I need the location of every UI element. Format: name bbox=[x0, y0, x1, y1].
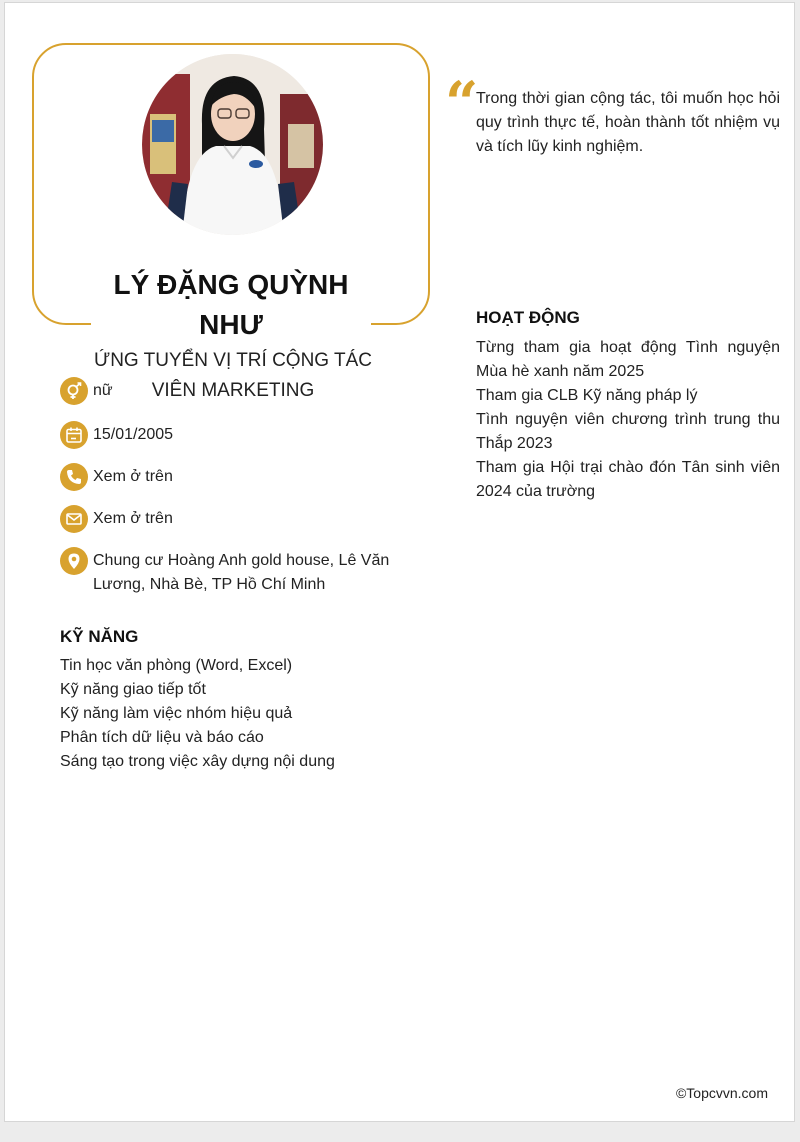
info-phone bbox=[60, 463, 173, 491]
list-item: Kỹ năng làm việc nhóm hiệu quả bbox=[60, 705, 293, 722]
list-item: Tin học văn phòng (Word, Excel) bbox=[60, 657, 293, 674]
birthday-text: 15/01/2005 bbox=[93, 426, 174, 443]
objective-text: Trong thời gian cộng tác, tôi muốn học hỏi quy trình thực tế, hoàn thành tốt nhiệm vụ và tích lũy kinh nghiệm. bbox=[476, 90, 780, 155]
list-item: Tham gia CLB Kỹ năng pháp lý bbox=[476, 387, 698, 404]
mail-icon bbox=[60, 505, 88, 533]
avatar-photo bbox=[142, 54, 323, 235]
list-item: Kỹ năng giao tiếp tốt bbox=[60, 681, 206, 698]
phone-icon bbox=[60, 463, 88, 491]
applied-position: ỨNG TUYỂN VỊ TRÍ CỘNG TÁC VIÊN MARKETING bbox=[93, 350, 373, 401]
list-item: Sáng tạo trong việc xây dựng nội dung bbox=[60, 753, 335, 770]
quote-icon: “ bbox=[445, 69, 479, 137]
list-item: Phân tích dữ liệu và báo cáo bbox=[60, 729, 264, 746]
gender-text: nữ bbox=[93, 382, 113, 399]
phone-text: Xem ở trên bbox=[93, 468, 173, 485]
info-address bbox=[60, 547, 440, 597]
activities-title: HOẠT ĐỘNG bbox=[476, 308, 580, 327]
gender-icon bbox=[60, 377, 88, 405]
location-pin-icon bbox=[60, 547, 88, 575]
skills-title: KỸ NĂNG bbox=[60, 627, 139, 646]
avatar bbox=[142, 54, 323, 235]
list-item: Từng tham gia hoạt động Tình nguyện Mùa hè xanh năm 2025 bbox=[476, 339, 780, 380]
calendar-icon bbox=[60, 421, 88, 449]
cv-page bbox=[4, 2, 795, 1122]
skills-list bbox=[60, 654, 430, 774]
list-item: Tình nguyện viên chương trình trung thu Thắp 2023 bbox=[476, 411, 780, 452]
list-item: Tham gia Hội trại chào đón Tân sinh viên 2024 của trường bbox=[476, 459, 780, 500]
address-text: Chung cư Hoàng Anh gold house, Lê Văn Lương, Nhà Bè, TP Hồ Chí Minh bbox=[93, 552, 390, 593]
info-email bbox=[60, 505, 173, 533]
email-text: Xem ở trên bbox=[93, 510, 173, 527]
activities-list bbox=[476, 336, 780, 504]
candidate-name: LÝ ĐẶNG QUỲNH NHƯ bbox=[113, 269, 349, 340]
info-birthday bbox=[60, 421, 173, 449]
footer-copyright: ©Topcvvn.com bbox=[675, 1085, 768, 1101]
